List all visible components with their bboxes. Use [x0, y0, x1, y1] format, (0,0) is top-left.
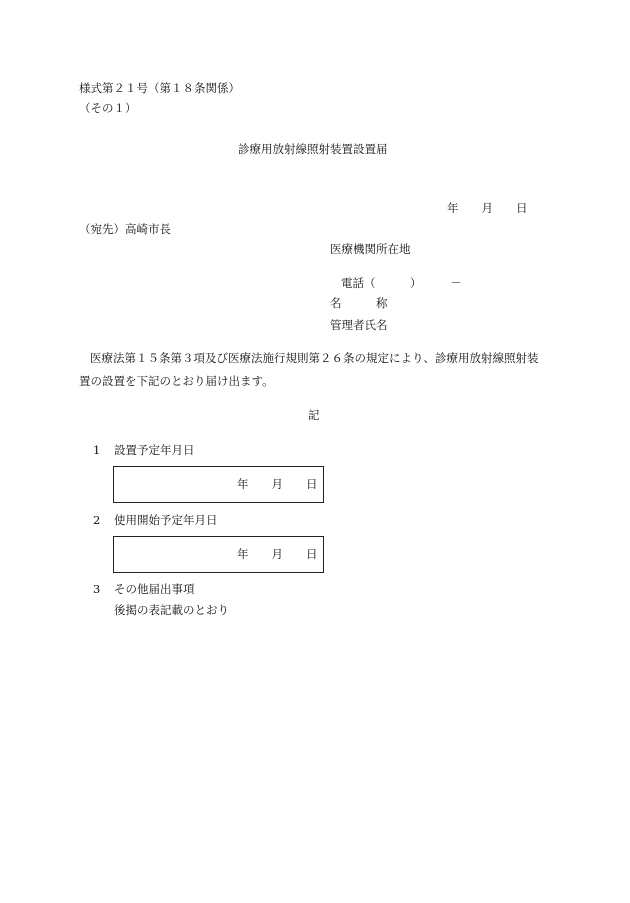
location-label: 医療機関所在地: [330, 242, 411, 256]
item-1-date: 年 月 日: [237, 477, 318, 491]
item-1-number: 1: [93, 443, 101, 457]
document-title: 診療用放射線照射装置設置届: [238, 142, 388, 156]
submission-date: 年 月 日: [447, 201, 528, 215]
manager-label: 管理者氏名: [330, 318, 388, 332]
form-subnumber: （その１）: [79, 101, 137, 115]
body-text-line-1: 医療法第１５条第３項及び医療法施行規則第２６条の規定により、診療用放射線照射装: [90, 351, 539, 365]
item-3-number: 3: [93, 582, 101, 596]
item-3-value: 後掲の表記載のとおり: [114, 603, 229, 617]
form-number: 様式第２１号（第１８条関係）: [79, 81, 240, 95]
ki-heading: 記: [308, 408, 320, 422]
item-3-label: その他届出事項: [114, 582, 195, 596]
item-2-date: 年 月 日: [237, 547, 318, 561]
item-1-label: 設置予定年月日: [114, 443, 195, 457]
item-2-number: 2: [93, 513, 101, 527]
phone-label: 電話（ ） －: [341, 276, 462, 290]
addressee: （宛先）高崎市長: [79, 222, 171, 236]
body-text-line-2: 置の設置を下記のとおり届け出ます。: [79, 374, 274, 388]
item-1-date-box: [113, 466, 324, 503]
item-2-label: 使用開始予定年月日: [114, 513, 218, 527]
item-2-date-box: [113, 536, 324, 573]
name-label: 名 称: [330, 296, 388, 310]
